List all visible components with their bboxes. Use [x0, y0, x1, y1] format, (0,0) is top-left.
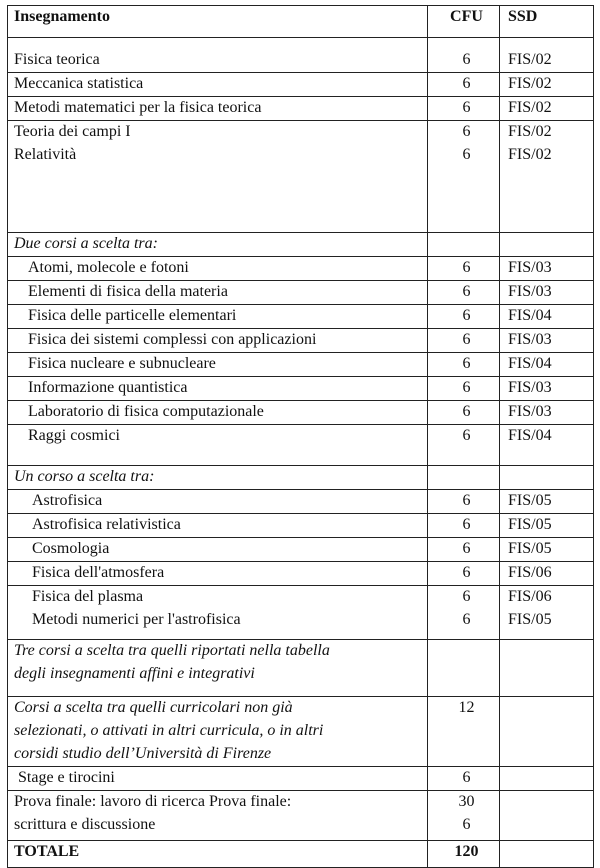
- table-row: [8, 538, 594, 562]
- course-cfu: 6: [462, 51, 471, 68]
- table-row: [8, 377, 594, 401]
- course-name: Relatività: [14, 146, 77, 163]
- electives-row: [8, 697, 594, 767]
- electives-text: Corsi a scelta tra quelli curricolari non già: [14, 699, 293, 716]
- header-course: Insegnamento: [14, 8, 111, 25]
- table-row: [8, 305, 594, 329]
- final-text: Prova finale: lavoro di ricerca Prova finale:: [14, 793, 292, 810]
- total-row: [8, 841, 594, 868]
- course-cfu: 6: [462, 540, 471, 557]
- course-ssd: FIS/05: [508, 540, 552, 557]
- course-name: Meccanica statistica: [14, 75, 144, 92]
- course-name: Fisica delle particelle elementari: [28, 307, 237, 324]
- course-ssd: FIS/02: [508, 146, 552, 163]
- course-ssd: FIS/03: [508, 259, 552, 276]
- stage-name: Stage e tirocini: [18, 769, 115, 786]
- table-row: [8, 38, 594, 73]
- electives-text: selezionati, o attivati in altri curricula, o in altri: [14, 722, 324, 739]
- course-name: Cosmologia: [32, 540, 110, 557]
- group-one-heading: Un corso a scelta tra:: [14, 468, 155, 485]
- course-ssd: FIS/03: [508, 403, 552, 420]
- course-ssd: FIS/06: [508, 588, 552, 605]
- course-cfu: 6: [462, 588, 471, 605]
- course-name: Fisica teorica: [14, 51, 100, 68]
- table-row: [8, 121, 594, 233]
- course-cfu: 6: [462, 611, 471, 628]
- table-row: [8, 329, 594, 353]
- affini-text: Tre corsi a scelta tra quelli riportati nella tabella: [14, 642, 330, 659]
- table-row: [8, 425, 594, 466]
- total-cfu: 120: [454, 843, 479, 860]
- course-ssd: FIS/02: [508, 75, 552, 92]
- course-ssd: FIS/03: [508, 379, 552, 396]
- course-ssd: FIS/02: [508, 99, 552, 116]
- curriculum-table: [7, 5, 594, 868]
- course-cfu: 6: [462, 492, 471, 509]
- course-cfu: 6: [462, 379, 471, 396]
- course-cfu: 6: [462, 331, 471, 348]
- course-cfu: 6: [462, 259, 471, 276]
- course-ssd: FIS/06: [508, 564, 552, 581]
- course-name: Raggi cosmici: [28, 427, 120, 444]
- course-ssd: FIS/05: [508, 492, 552, 509]
- course-name: Metodi numerici per l'astrofisica: [32, 611, 241, 628]
- header-cfu: CFU: [450, 8, 483, 25]
- total-label: TOTALE: [14, 843, 80, 860]
- table-row: [8, 257, 594, 281]
- table-row: [8, 490, 594, 514]
- course-cfu: 6: [462, 403, 471, 420]
- table-row: [8, 562, 594, 586]
- course-name: Fisica dei sistemi complessi con applicazioni: [28, 331, 317, 348]
- table-row: [8, 514, 594, 538]
- course-cfu: 6: [462, 123, 471, 140]
- table-row: [8, 97, 594, 121]
- course-ssd: FIS/04: [508, 427, 552, 444]
- table-row: [8, 586, 594, 640]
- group-heading-row: [8, 466, 594, 490]
- electives-cfu: 12: [458, 699, 475, 716]
- header-ssd: SSD: [508, 8, 538, 25]
- course-ssd: FIS/04: [508, 307, 552, 324]
- affini-text: degli insegnamenti affini e integrativi: [14, 665, 255, 682]
- electives-text: corsidi studio dell’Università di Firenze: [14, 745, 272, 762]
- course-name: Fisica del plasma: [32, 588, 144, 605]
- course-ssd: FIS/05: [508, 611, 552, 628]
- course-name: Laboratorio di fisica computazionale: [28, 403, 264, 420]
- course-ssd: FIS/03: [508, 331, 552, 348]
- course-name: Informazione quantistica: [28, 379, 188, 396]
- course-cfu: 6: [462, 516, 471, 533]
- course-cfu: 6: [462, 146, 471, 163]
- course-name: Astrofisica relativistica: [32, 516, 181, 533]
- course-cfu: 6: [462, 283, 471, 300]
- course-cfu: 6: [462, 307, 471, 324]
- course-name: Teoria dei campi I: [14, 123, 131, 140]
- course-name: Astrofisica: [32, 492, 103, 509]
- final-text: scrittura e discussione: [14, 816, 156, 833]
- group-two-heading: Due corsi a scelta tra:: [14, 235, 158, 252]
- course-cfu: 6: [462, 99, 471, 116]
- table-row: [8, 281, 594, 305]
- course-ssd: FIS/05: [508, 516, 552, 533]
- final-cfu: 6: [462, 816, 471, 833]
- course-name: Metodi matematici per la fisica teorica: [14, 99, 262, 116]
- course-name: Elementi di fisica della materia: [28, 283, 228, 300]
- course-name: Fisica dell'atmosfera: [32, 564, 165, 581]
- course-ssd: FIS/03: [508, 283, 552, 300]
- course-ssd: FIS/04: [508, 355, 552, 372]
- table-row: [8, 401, 594, 425]
- stage-row: [8, 767, 594, 791]
- course-name: Atomi, molecole e fotoni: [28, 259, 189, 276]
- table-row: [8, 353, 594, 377]
- affini-row: [8, 640, 594, 697]
- header-row: [8, 6, 594, 38]
- final-cfu: 30: [458, 793, 475, 810]
- table-row: [8, 73, 594, 97]
- course-ssd: FIS/02: [508, 123, 552, 140]
- course-cfu: 6: [462, 427, 471, 444]
- group-heading-row: [8, 233, 594, 257]
- course-name: Fisica nucleare e subnucleare: [28, 355, 216, 372]
- stage-cfu: 6: [462, 769, 471, 786]
- course-cfu: 6: [462, 564, 471, 581]
- course-cfu: 6: [462, 75, 471, 92]
- course-cfu: 6: [462, 355, 471, 372]
- course-ssd: FIS/02: [508, 51, 552, 68]
